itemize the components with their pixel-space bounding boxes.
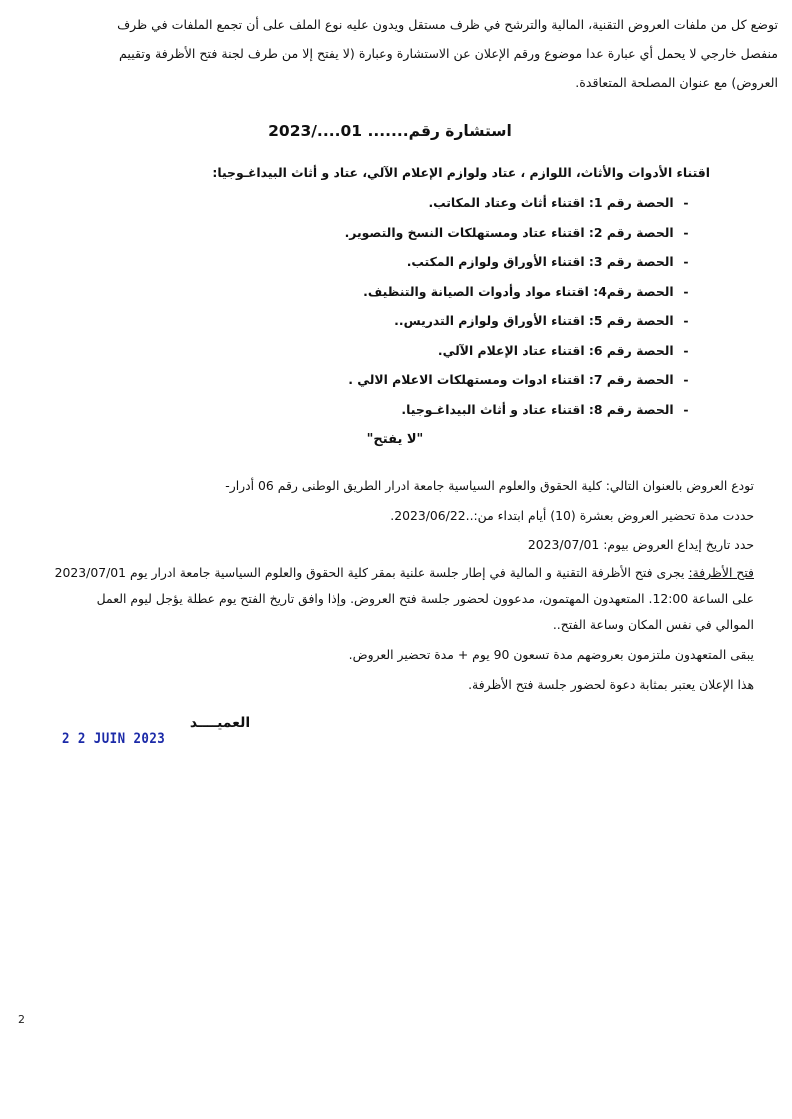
lot-bullet: - — [683, 195, 689, 210]
lot-item-5 — [134, 313, 694, 343]
intro-line-1: توضع كل من ملفات العروض التقنية، المالية والترشح في ظرف مستقل ويدون عليه نوع الملف على أن تجمع الملفات في ظرف — [117, 17, 778, 32]
opening-label: فتح الأظرفة: — [688, 565, 754, 580]
deposit-deadline: حدد تاريخ إيداع العروض بيوم: 2023/07/01 — [527, 537, 754, 552]
lot-item-1 — [134, 195, 694, 225]
lot-text: الحصة رقم4: اقتناء مواد وأدوات الصيانة والتنظيف. — [363, 283, 674, 299]
lot-text: الحصة رقم 8: اقتناء عتاد و أثاث البيداغـوجيا. — [401, 401, 674, 417]
lot-bullet: - — [683, 254, 689, 269]
opening-line-3: الموالي في نفس المكان وساعة الفتح.. — [552, 617, 754, 632]
lots-heading: اقتناء الأدوات والأثاث، اللوازم ، عتاد ولوازم الإعلام الآلي، عتاد و أثاث البيداغـوجيا: — [212, 165, 710, 180]
intro-line-3: العروض) مع عنوان المصلحة المتعاقدة. — [575, 75, 778, 90]
opening-paragraph — [14, 560, 754, 638]
lot-text: الحصة رقم 1: اقتناء أثاث وعتاد المكاتب. — [428, 195, 674, 210]
intro-line-2: منفصل خارجي لا يحمل أي عبارة عدا موضوع ورقم الإعلان عن الاستشارة وعبارة (لا يفتح إلا من طرف لجنة فتح الأظرفة وتقييم — [119, 46, 778, 61]
date-stamp: 2 2 JUIN 2023 — [62, 731, 166, 747]
lot-text: الحصة رقم 7: اقتناء ادوات ومستهلكات الاعلام الالي . — [348, 372, 674, 387]
page-number: 2 — [18, 1013, 25, 1026]
lot-bullet: - — [683, 224, 689, 240]
lot-item-2 — [134, 225, 694, 255]
validity-statement: يبقى المتعهدون ملتزمون بعروضهم مدة تسعون 90 يوم + مدة تحضير العروض. — [348, 647, 754, 662]
lot-item-7 — [134, 372, 694, 402]
lot-item-3 — [134, 254, 694, 284]
lot-bullet: - — [683, 372, 689, 387]
lot-item-4 — [134, 284, 694, 314]
lots-list — [134, 195, 694, 431]
lot-text: الحصة رقم 5: اقتناء الأوراق ولوازم التدريس.. — [394, 313, 674, 328]
deposit-address: تودع العروض بالعنوان التالي: كلية الحقوق والعلوم السياسية جامعة ادرار الطريق الوطنى رقم 06 أدرار- — [225, 478, 754, 493]
not-open-label: "لا يفتح" — [366, 432, 424, 447]
dean-signature-title: العميــــد — [189, 715, 251, 731]
lot-bullet: - — [683, 342, 689, 358]
invitation-statement: هذا الإعلان يعتبر بمثابة دعوة لحضور جلسة فتح الأظرفة. — [468, 677, 754, 692]
opening-text-1: يجرى فتح الأظرفة التقنية و المالية في إطار جلسة علنية بمقر كلية الحقوق والعلوم السياسية جامعة ادرار يوم 2023/07/01 — [54, 565, 689, 580]
lot-text: الحصة رقم 3: اقتناء الأوراق ولوازم المكتب. — [406, 254, 674, 269]
consultation-title: استشارة رقم....... 01..../2023 — [268, 122, 512, 140]
lot-bullet: - — [683, 401, 689, 417]
intro-paragraph — [12, 10, 778, 97]
lot-text: الحصة رقم 6: اقتناء عتاد الإعلام الآلي. — [437, 342, 674, 358]
lot-text: الحصة رقم 2: اقتناء عتاد ومستهلكات النسخ والتصوير. — [344, 224, 674, 240]
lot-bullet: - — [683, 283, 689, 299]
opening-line-2: على الساعة 12:00. المتعهدون المهتمون، مدعوون لحضور جلسة فتح العروض. وإذا وافق تاريخ الفتح يوم عطلة يؤجل ليوم العمل — [96, 591, 754, 606]
lot-bullet: - — [683, 313, 689, 328]
lot-item-8 — [134, 402, 694, 432]
preparation-duration: حددت مدة تحضير العروض بعشرة (10) أيام ابتداء من:..2023/06/22. — [390, 508, 754, 523]
opening-line-1 — [14, 560, 754, 586]
lot-item-6 — [134, 343, 694, 373]
